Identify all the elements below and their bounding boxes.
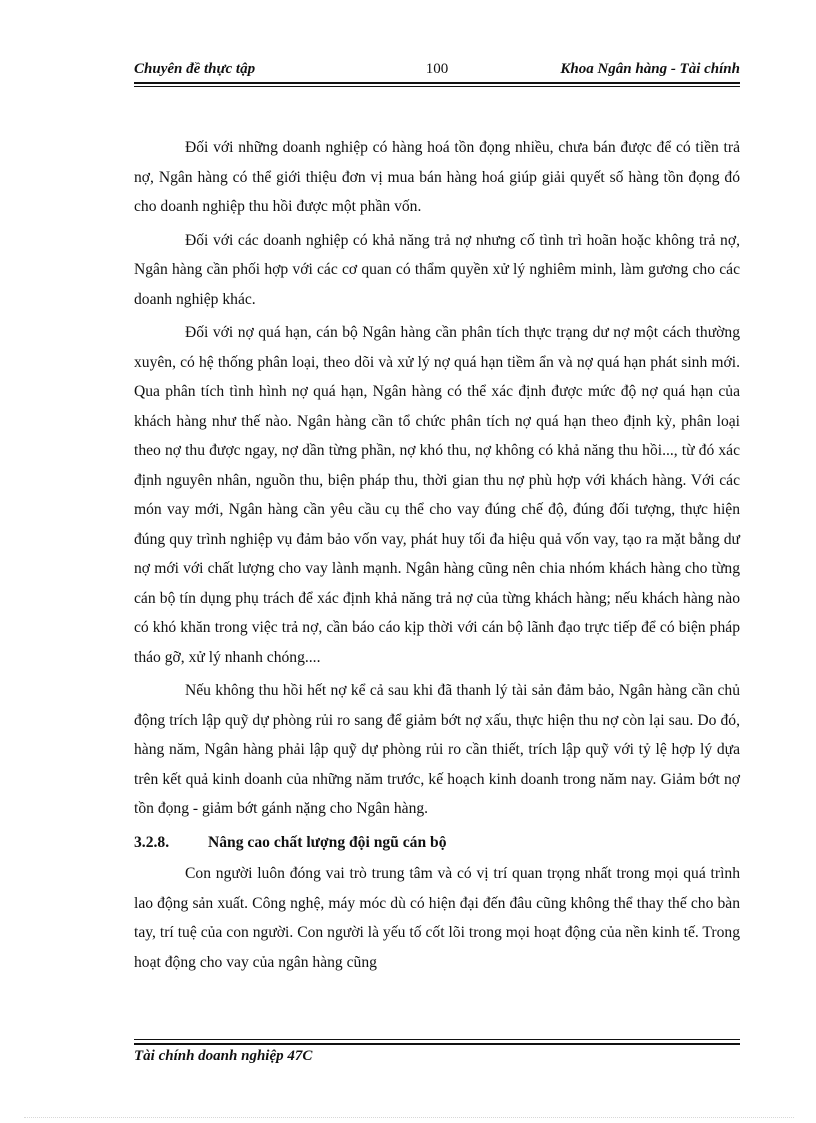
paragraph-delayed-repayment: Đối với các doanh nghiệp có khả năng trả nợ nhưng cố tình trì hoãn hoặc không trả nợ, Ngân hàng cần phối hợp với các cơ quan có thẩm quyền xử lý nghiêm minh, làm gương cho các doanh nghiệp khác. <box>134 231 740 308</box>
header-rule-thick <box>134 82 740 84</box>
paragraph-unsold-goods: Đối với những doanh nghiệp có hàng hoá tồn đọng nhiều, chưa bán được để có tiền trả nợ, Ngân hàng có thể giới thiệu đơn vị mua bán hàng hoá giúp giải quyết số hàng tồn đọng đó cho doanh nghiệp thu hồi được một phần vốn. <box>134 139 740 215</box>
paragraph-risk-provision: Nếu không thu hồi hết nợ kể cả sau khi đã thanh lý tài sản đảm bảo, Ngân hàng cần chủ động trích lập quỹ dự phòng rủi ro sang để giảm bớt nợ xấu, thực hiện thu nợ còn lại sau. Do đó, hàng năm, Ngân hàng phải lập quỹ dự phòng rủi ro cần thiết, trích lập quỹ với tỷ lệ hợp lý dựa trên kết quả kinh doanh của những năm trước, kế hoạch kinh doanh trong năm nay. Giảm bớt nợ tồn đọng - giảm bớt gánh nặng cho Ngân hàng. <box>134 682 740 817</box>
page-footer: Tài chính doanh nghiệp 47C <box>134 1048 313 1064</box>
header-document-type: Chuyên đề thực tập <box>134 61 256 77</box>
section-number: 3.2.8. <box>134 833 170 851</box>
page-number: 100 <box>425 61 449 77</box>
page-bottom-edge <box>24 1117 794 1118</box>
header-rule-thin <box>134 86 740 87</box>
paragraph-overdue-debt: Đối với nợ quá hạn, cán bộ Ngân hàng cần phân tích thực trạng dư nợ một cách thường xuyên, có hệ thống phân loại, theo dõi và xử lý nợ quá hạn tiềm ẩn và nợ quá hạn phát sinh mới. Qua phân tích tình hình nợ quá hạn, Ngân hàng có thể xác định được mức độ nợ quá hạn của khách hàng như thế nào. Ngân hàng cần tổ chức phân tích nợ quá hạn theo định kỳ, phân loại theo nợ thu được ngay, nợ dần từng phần, nợ khó thu, nợ không có khả năng thu hồi..., từ đó xác định nguyên nhân, nguồn thu, biện pháp thu, thời gian thu nợ phù hợp với khách hàng. Với các món vay mới, Ngân hàng cần yêu cầu cụ thể cho vay đúng chế độ, đúng đối tượng, thực hiện đúng quy trình nghiệp vụ đảm bảo vốn vay, phát huy tối đa hiệu quả vốn vay, tạo ra mặt bằng dư nợ mới với chất lượng cho vay lành mạnh. Ngân hàng cũng nên chia nhóm khách hàng cho từng cán bộ tín dụng phụ trách để xác định khả năng trả nợ của từng khách hàng; nếu khách hàng nào có khó khăn trong việc trả nợ, cần báo cáo kịp thời với cán bộ lãnh đạo trực tiếp để có biện pháp tháo gỡ, xử lý nhanh chóng.... <box>134 324 740 666</box>
header-department: Khoa Ngân hàng - Tài chính <box>560 61 740 77</box>
section-heading <box>134 828 740 858</box>
paragraph-human-resources: Con người luôn đóng vai trò trung tâm và có vị trí quan trọng nhất trong mọi quá trình lao động sản xuất. Công nghệ, máy móc dù có hiện đại đến đâu cũng không thể thay thế cho bàn tay, trí tuệ của con người. Con người là yếu tố cốt lõi trong mọi hoạt động của nền kinh tế. Trong hoạt động cho vay của ngân hàng cũng <box>134 865 740 971</box>
page-header <box>134 58 740 80</box>
footer-rule-thin <box>134 1039 740 1040</box>
section-title: Nâng cao chất lượng đội ngũ cán bộ <box>208 833 447 851</box>
footer-rule-thick <box>134 1043 740 1045</box>
document-body <box>134 133 740 981</box>
